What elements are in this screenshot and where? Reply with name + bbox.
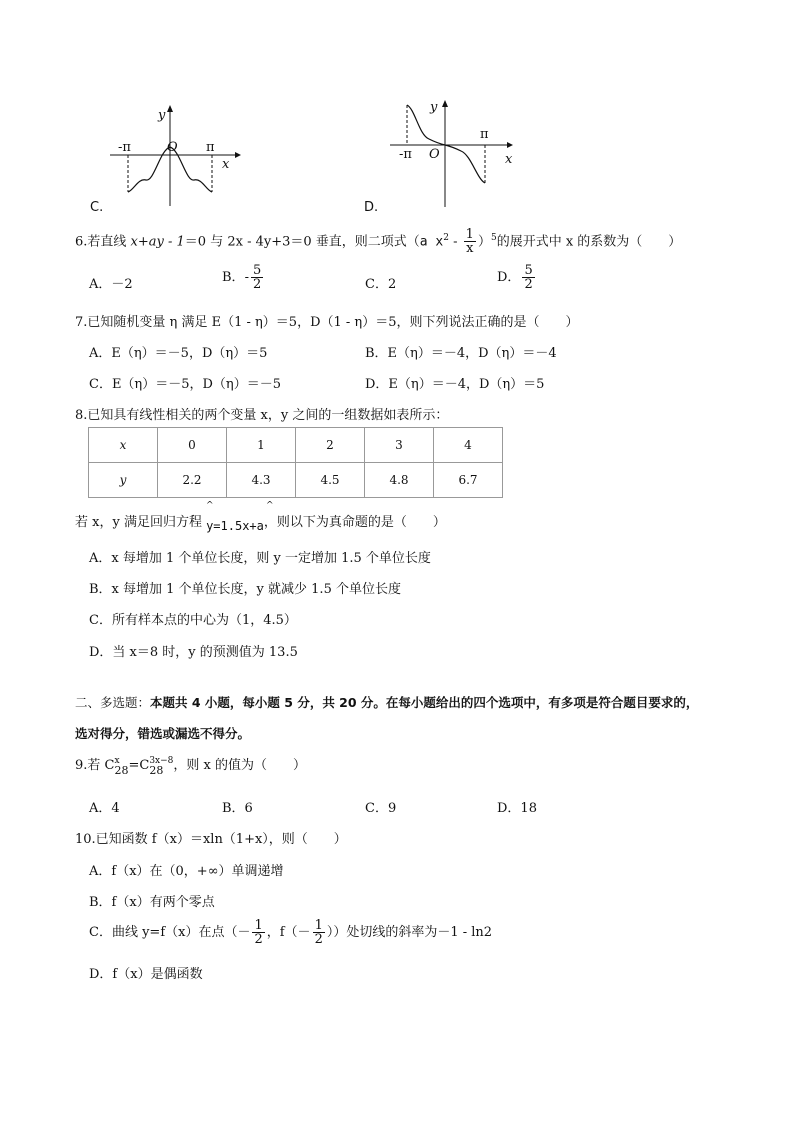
q9-sup1: x (114, 755, 120, 766)
q6-binom-minus: - (449, 234, 462, 250)
graph-c-y-label: y (158, 108, 166, 123)
table-cell: 6.7 (434, 463, 503, 498)
q6-option-d-label: D． (497, 270, 521, 285)
q8-option-d: D．当 x＝8 时，y 的预测值为 13.5 (89, 645, 298, 660)
table-cell: 4.5 (296, 463, 365, 498)
q6-option-d-den: 2 (524, 277, 533, 292)
q10-frac2-num: 1 (314, 918, 323, 933)
x-axis-arrow (507, 142, 513, 148)
table-cell: y (89, 463, 158, 498)
q6-option-d-frac (522, 264, 534, 291)
table-cell: 0 (158, 428, 227, 463)
q9-sub1: 28 (114, 763, 129, 777)
q6-option-d (497, 264, 537, 291)
q6-option-d-num: 5 (524, 263, 533, 278)
table-cell: 2.2 (158, 463, 227, 498)
graph-d-origin: O (429, 147, 440, 162)
x-axis-arrow (235, 152, 241, 158)
table-cell: 2 (296, 428, 365, 463)
q6-frac-num: 1 (465, 227, 474, 243)
table-cell: 4.3 (227, 463, 296, 498)
section2-title: 二、多选题： (75, 695, 151, 710)
q6-binom-close: ） (477, 234, 491, 250)
q10-frac2-den: 2 (314, 932, 323, 947)
section2-rules: 本题共 4 小题，每小题 5 分，共 20 分。在每小题给出的四个选项中，有多项是符合题目要求的， (150, 695, 699, 710)
q10-frac1-num: 1 (254, 918, 263, 933)
q8-hat-y: ^ (206, 501, 214, 511)
graph-c-pi: π (206, 140, 215, 155)
q9-stem-a: 9.若 C (75, 758, 115, 773)
q9-eq: =C (128, 758, 150, 773)
graph-c-origin: O (167, 140, 178, 155)
q9-stem (75, 756, 306, 776)
q6-fraction (464, 228, 476, 255)
y-axis-arrow (442, 100, 448, 107)
q8-condition (75, 512, 446, 533)
q10-option-c-c: ））处切线的斜率为－1 - ln2 (326, 925, 493, 940)
q6-line1: x+ay - 1 (130, 234, 185, 250)
q10-option-a: A．f（x）在（0，+∞）单调递增 (89, 864, 284, 879)
q8-stem: 8.已知具有线性相关的两个变量 x，y 之间的一组数据如表所示： (75, 408, 449, 423)
q6-frac-den: x (466, 241, 474, 257)
y-axis-arrow (167, 105, 173, 112)
table-cell: 4.8 (365, 463, 434, 498)
graph-c-x-label: x (222, 157, 230, 172)
curve-d (407, 105, 485, 183)
graph-d-x-label: x (505, 152, 513, 167)
q6-option-b-label: B． (222, 270, 245, 285)
table-cell: 4 (434, 428, 503, 463)
section2-rules-line2: 选对得分，错选或漏选不得分。 (75, 726, 251, 741)
q6-option-b-frac (251, 264, 263, 291)
q6-option-b-den: 2 (252, 277, 262, 292)
q9-sub2: 28 (149, 763, 164, 777)
q10-option-c (89, 919, 492, 946)
q10-option-b: B．f（x）有两个零点 (89, 895, 215, 910)
graph-d-pi: π (480, 127, 489, 142)
q10-option-c-b: ，f（－ (266, 925, 311, 940)
q9-option-d: D．18 (497, 801, 537, 816)
graph-c-option-label: C. (90, 200, 104, 215)
q6-option-b-sign: - (244, 270, 249, 285)
q6-stem (75, 228, 681, 255)
graph-c-neg-pi: -π (118, 140, 131, 155)
q10-stem: 10.已知函数 f（x）＝xln（1+x），则（ ） (75, 832, 347, 847)
q7-option-b: B．E（η）＝－4，D（η）＝－4 (365, 346, 557, 361)
q10-option-c-frac2 (313, 919, 325, 946)
q6-option-b-num: 5 (252, 263, 262, 278)
section2-heading (75, 693, 698, 711)
graph-c (100, 100, 250, 210)
q8-option-b: B．x 每增加 1 个单位长度，y 就减少 1.5 个单位长度 (89, 582, 401, 597)
table-row-x (89, 428, 503, 463)
q6-option-b (222, 264, 265, 291)
q6-option-c: C．2 (365, 277, 397, 292)
q10-option-c-frac1 (252, 919, 264, 946)
graph-d-neg-pi: -π (399, 147, 412, 162)
q10-option-d: D．f（x）是偶函数 (89, 967, 203, 982)
q6-stem-a: 6.若直线 (75, 234, 131, 250)
table-row-y (89, 463, 503, 498)
table-cell: 1 (227, 428, 296, 463)
table-cell: 3 (365, 428, 434, 463)
q6-stem-b: ＝0 与 2x - 4y+3＝0 垂直，则二项式（ (184, 234, 420, 250)
table-cell: x (89, 428, 158, 463)
q8-cond-b: ，则以下为真命题的是（ ） (263, 515, 446, 530)
q9-sup2: 3x−8 (149, 755, 174, 766)
q10-option-c-a: C．曲线 y=f（x）在点（－ (89, 925, 251, 940)
q8-hat-a: ^ (266, 501, 274, 511)
q9-stem-b: ，则 x 的值为（ ） (173, 758, 307, 773)
graph-d-y-label: y (430, 100, 438, 115)
q8-option-c: C．所有样本点的中心为（1，4.5） (89, 613, 297, 628)
q8-option-a: A．x 每增加 1 个单位长度，则 y 一定增加 1.5 个单位长度 (89, 551, 431, 566)
q7-option-d: D．E（η）＝－4，D（η）＝5 (365, 377, 545, 392)
q8-cond-a: 若 x，y 满足回归方程 (75, 515, 207, 530)
q7-option-c: C．E（η）＝－5，D（η）＝－5 (89, 377, 281, 392)
q6-binom-ax: a x (419, 234, 444, 250)
q7-option-a: A．E（η）＝－5，D（η）＝5 (89, 346, 268, 361)
graph-d-option-label: D. (364, 200, 379, 215)
q9-option-c: C．9 (365, 801, 397, 816)
q9-option-b: B．6 (222, 801, 253, 816)
q8-equation: y=1.5x+a (206, 519, 264, 533)
q6-binom-exp2: 2 (443, 233, 449, 243)
q8-data-table (88, 427, 503, 498)
q6-option-a: A．－2 (89, 277, 133, 292)
q7-stem: 7.已知随机变量 η 满足 E（1 - η）＝5，D（1 - η）＝5，则下列说法正确的是（ ） (75, 315, 579, 330)
q9-option-a: A．4 (89, 801, 120, 816)
q10-frac1-den: 2 (254, 932, 263, 947)
q6-stem-c: 的展开式中 x 的系数为（ ） (496, 234, 682, 250)
q6-binom-exp5: 5 (490, 233, 497, 243)
